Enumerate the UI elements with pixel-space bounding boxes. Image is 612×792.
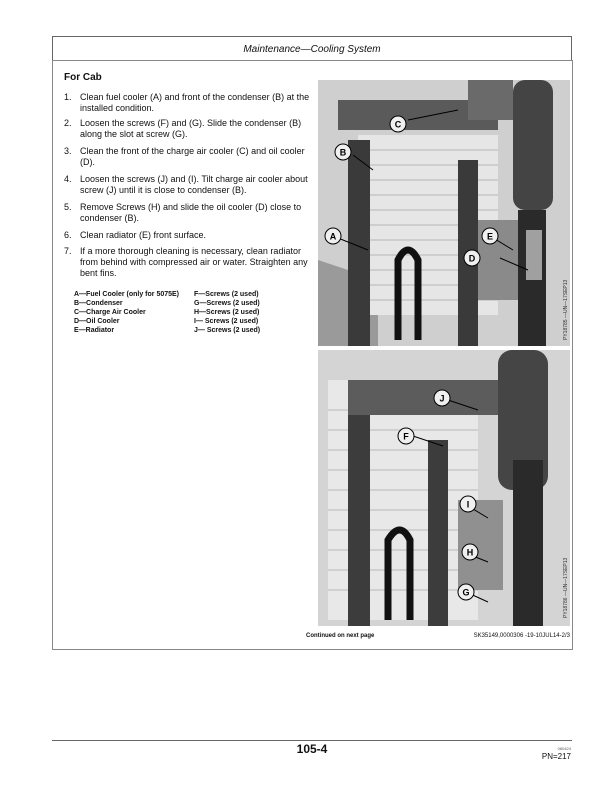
step-text: If a more thorough cleaning is necessary, clean radiator from behind with compressed air or water. Straighten any bent fins. — [80, 246, 308, 278]
step-4 — [64, 174, 312, 196]
callout-label: J — [439, 393, 445, 404]
header-rule — [52, 36, 572, 37]
step-5 — [64, 202, 312, 224]
callout-g — [458, 584, 474, 600]
page-number: 105-4 — [296, 742, 328, 756]
step-7 — [64, 246, 312, 279]
callout-e — [482, 228, 498, 244]
step-number: 7. — [64, 246, 72, 256]
callout-i — [460, 496, 476, 512]
footer-rule — [52, 740, 572, 741]
step-2 — [64, 118, 312, 140]
step-number: 6. — [64, 230, 72, 240]
figure-code: PY18785 —UN—17SEP13 — [563, 279, 569, 340]
step-number: 3. — [64, 146, 72, 156]
page-header-title: Maintenance—Cooling System — [243, 44, 381, 55]
step-text: Loosen the screws (F) and (G). Slide the condenser (B) along the slot at screw (G). — [80, 118, 302, 139]
section-title: For Cab — [64, 72, 102, 83]
callout-label: D — [468, 253, 476, 264]
step-number: 1. — [64, 92, 72, 102]
figure-cooling-package-tilted — [318, 350, 570, 626]
callout-b — [335, 144, 351, 160]
step-number: 5. — [64, 202, 72, 212]
callout-f — [398, 428, 414, 444]
cooling-package-illustration — [318, 350, 570, 626]
legend-item: A—Fuel Cooler (only for 5075E) — [74, 291, 180, 298]
callout-label: E — [486, 231, 494, 242]
callout-label: F — [403, 431, 409, 442]
callout-d — [464, 250, 480, 266]
callout-label: B — [339, 147, 347, 158]
step-text: Loosen the screws (J) and (I). Tilt charge air cooler about screw (J) until it is close to condenser (B). — [80, 174, 308, 195]
callout-label: H — [466, 547, 474, 558]
callout-label: G — [462, 587, 470, 598]
figure-code: PY18786 —UN—17SEP13 — [563, 557, 569, 618]
legend-item: J— Screws (2 used) — [194, 327, 261, 334]
pn-number: PN=217 — [541, 752, 571, 761]
legend-item: H—Screws (2 used) — [194, 309, 260, 316]
figure-cooling-package-front — [318, 80, 570, 346]
callout-label: C — [394, 119, 402, 130]
cooling-package-illustration — [318, 80, 570, 346]
legend-item: F—Screws (2 used) — [194, 291, 259, 298]
step-6 — [64, 230, 312, 241]
step-1 — [64, 92, 312, 114]
legend-item: I— Screws (2 used) — [194, 318, 259, 325]
legend-item: B—Condenser — [74, 300, 123, 307]
document-reference: SK35149,0000306 -19-10JUL14-2/3 — [473, 633, 570, 639]
callout-label: I — [466, 499, 470, 510]
callout-j — [434, 390, 450, 406]
legend-item: E—Radiator — [74, 327, 115, 334]
step-text: Clean radiator (E) front surface. — [80, 230, 207, 240]
callout-label: A — [329, 231, 337, 242]
step-number: 4. — [64, 174, 72, 184]
callout-h — [462, 544, 478, 560]
step-text: Remove Screws (H) and slide the oil cooler (D) close to condenser (B). — [80, 202, 302, 223]
step-text: Clean fuel cooler (A) and front of the condenser (B) at the installed condition. — [80, 92, 310, 113]
legend-column-right — [194, 290, 318, 335]
step-3 — [64, 146, 312, 168]
continued-note: Continued on next page — [306, 633, 375, 639]
step-text: Clean the front of the charge air cooler (C) and oil cooler (D). — [80, 146, 305, 167]
callout-c — [390, 116, 406, 132]
legend-item: D—Oil Cooler — [74, 318, 120, 325]
legend-column-left — [74, 290, 198, 335]
step-number: 2. — [64, 118, 72, 128]
legend-item: G—Screws (2 used) — [194, 300, 260, 307]
callout-a — [325, 228, 341, 244]
print-code: 080424 — [557, 746, 571, 751]
legend-item: C—Charge Air Cooler — [74, 309, 146, 316]
